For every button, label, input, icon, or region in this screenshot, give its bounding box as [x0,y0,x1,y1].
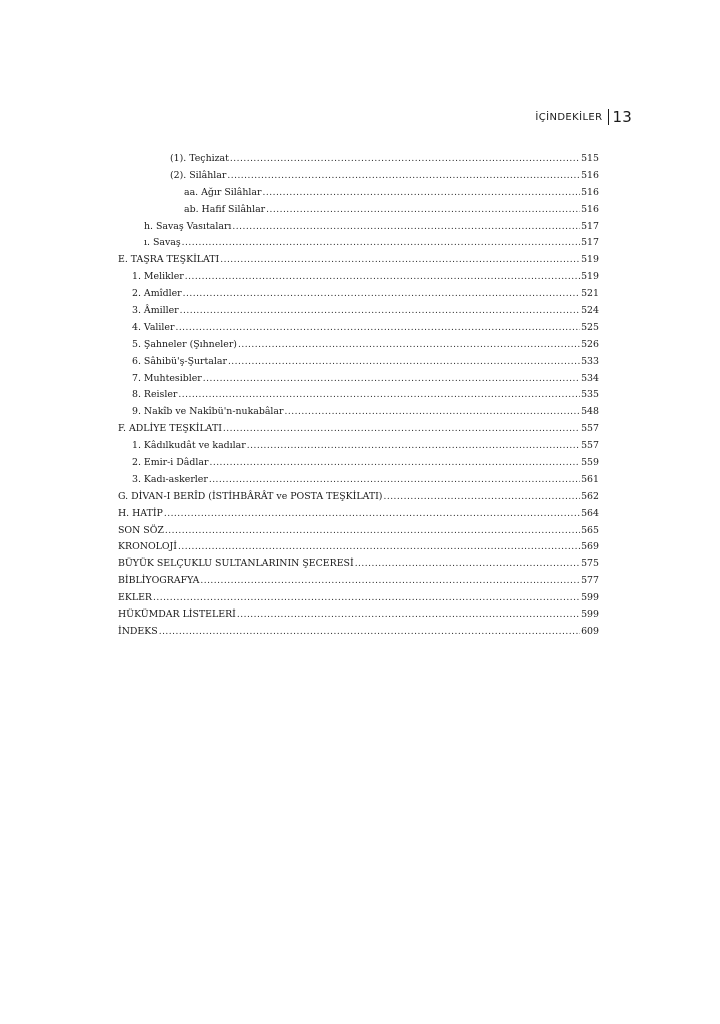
toc-entry-label: 8. Reisler [132,389,178,401]
dot-leader [247,438,580,455]
dot-leader [355,556,580,573]
toc-entry-page: 599 [581,609,599,621]
toc-entry-label: ab. Hafif Silâhlar [184,203,266,215]
toc-entry-page: 516 [581,169,599,181]
dot-leader [220,252,580,269]
toc-entry-label: 1. Melikler [132,271,184,283]
dot-leader [285,404,581,421]
toc-entry-muhtesibler[interactable] [118,371,599,388]
toc-entry-page: 535 [581,389,599,401]
toc-entry-label: h. Savaş Vasıtaları [144,220,232,232]
toc-entry-agir-silahlar[interactable] [118,185,599,202]
toc-entry-ekler[interactable] [118,590,599,607]
toc-entry-label: 4. Valiler [132,321,175,333]
toc-entry-hatip[interactable] [118,506,599,523]
toc-entry-page: 599 [581,592,599,604]
toc-entry-label: 1. Kâdılkudât ve kadılar [132,440,246,452]
toc-entry-label: EKLER [118,592,152,604]
toc-entry-page: 516 [581,186,599,198]
dot-leader [209,472,580,489]
toc-entry-label: 2. Amîdler [132,288,182,300]
toc-entry-tasra-teskilati[interactable] [118,252,599,269]
toc-entry-page: 519 [581,271,599,283]
toc-entry-reisler[interactable] [118,387,599,404]
dot-leader [178,387,580,404]
toc-entry-label: BİBLİYOGRAFYA [118,575,200,587]
dot-leader [232,219,580,236]
dot-leader [165,523,580,540]
toc-entry-label: SON SÖZ [118,524,164,536]
toc-entry-page: 561 [581,473,599,485]
toc-entry-page: 517 [581,237,599,249]
dot-leader [223,421,580,438]
toc-entry-bibliyografya[interactable] [118,573,599,590]
toc-entry-page: 609 [581,625,599,637]
toc-entry-sahibus-surtalar[interactable] [118,354,599,371]
toc-entry-page: 559 [581,457,599,469]
dot-leader [237,607,580,624]
dot-leader [227,168,580,185]
toc-entry-page: 575 [581,558,599,570]
toc-entry-label: (2). Silâhlar [170,169,227,181]
toc-entry-valiler[interactable] [118,320,599,337]
dot-leader [266,202,580,219]
toc-entry-label: aa. Ağır Silâhlar [184,186,262,198]
dot-leader [180,303,580,320]
toc-entry-page: 562 [581,490,599,502]
toc-entry-label: 6. Sâhibü'ş-Şurtalar [132,355,227,367]
dot-leader [164,506,580,523]
toc-entry-page: 577 [581,575,599,587]
dot-leader [200,573,580,590]
toc-entry-label: G. DİVAN-I BERÎD (İSTİHBÂRÂT ve POSTA TEŞKİLATI) [118,490,383,502]
toc-entry-page: 517 [581,220,599,232]
toc-entry-hukumdar-listeleri[interactable] [118,607,599,624]
toc-entry-label: (1). Teçhizat [170,153,229,164]
toc-entry-page: 521 [581,288,599,300]
toc-entry-page: 548 [581,406,599,418]
toc-entry-page: 564 [581,507,599,519]
toc-entry-son-soz[interactable] [118,523,599,540]
toc-entry-hafif-silahlar[interactable] [118,202,599,219]
section-title: İÇİNDEKİLER [535,111,603,123]
toc-entry-nakib[interactable] [118,404,599,421]
toc-entry-techizat[interactable] [118,151,599,168]
dot-leader [183,286,580,303]
dot-leader [238,337,580,354]
toc-entry-label: ı. Savaş [144,237,181,249]
toc-entry-label: 3. Kadı-askerler [132,473,208,485]
toc-entry-label: 5. Şahneler (Şıhneler) [132,338,237,350]
toc-entry-label: F. ADLİYE TEŞKİLATI [118,423,222,435]
toc-entry-secere[interactable] [118,556,599,573]
dot-leader [383,489,580,506]
toc-entry-emir-i-dadlar[interactable] [118,455,599,472]
toc-entry-silahlar[interactable] [118,168,599,185]
toc-entry-label: 2. Emir-i Dâdlar [132,457,209,469]
toc-entry-label: KRONOLOJİ [118,541,178,553]
toc-entry-page: 569 [581,541,599,553]
toc-entry-page: 516 [581,203,599,215]
toc-entry-melikler[interactable] [118,269,599,286]
toc-entry-label: 9. Nakîb ve Nakîbü'n-nukabâlar [132,406,284,418]
toc-entry-page: 557 [581,440,599,452]
toc-entry-label: İNDEKS [118,625,158,637]
table-of-contents [118,151,599,641]
toc-entry-amidler[interactable] [118,286,599,303]
toc-entry-page: 519 [581,254,599,266]
toc-entry-kadi-askerler[interactable] [118,472,599,489]
toc-entry-page: 526 [581,338,599,350]
page-number: 13 [612,108,632,126]
toc-entry-label: HÜKÜMDAR LİSTELERİ [118,609,236,621]
header-divider [608,109,609,125]
toc-entry-label: 3. Âmiller [132,305,179,317]
toc-entry-indeks[interactable] [118,624,599,641]
toc-entry-kadilkudat[interactable] [118,438,599,455]
toc-entry-kronoloji[interactable] [118,539,599,556]
toc-entry-page: 533 [581,355,599,367]
dot-leader [175,320,580,337]
toc-entry-page: 565 [581,524,599,536]
toc-entry-label: E. TAŞRA TEŞKİLATI [118,254,220,266]
toc-entry-adliye-teskilati[interactable] [118,421,599,438]
running-header [535,106,632,128]
toc-entry-page: 525 [581,321,599,333]
toc-entry-divan-i-berid[interactable] [118,489,599,506]
toc-entry-amiller[interactable] [118,303,599,320]
dot-leader [159,624,580,641]
dot-leader [209,455,580,472]
dot-leader [263,185,581,202]
dot-leader [185,269,580,286]
toc-entry-savas-vasitalari[interactable] [118,219,599,236]
toc-entry-label: BÜYÜK SELÇUKLU SULTANLARININ ŞECERESİ [118,558,354,570]
toc-entry-page: 515 [581,153,599,164]
dot-leader [153,590,580,607]
dot-leader [178,539,580,556]
toc-entry-label: H. HATİP [118,507,163,519]
dot-leader [228,354,580,371]
dot-leader [182,235,580,252]
toc-entry-page: 534 [581,372,599,384]
dot-leader [203,371,580,388]
toc-entry-sahneler[interactable] [118,337,599,354]
toc-entry-page: 557 [581,423,599,435]
dot-leader [230,151,580,168]
toc-entry-label: 7. Muhtesibler [132,372,202,384]
toc-entry-savas[interactable] [118,235,599,252]
toc-entry-page: 524 [581,305,599,317]
